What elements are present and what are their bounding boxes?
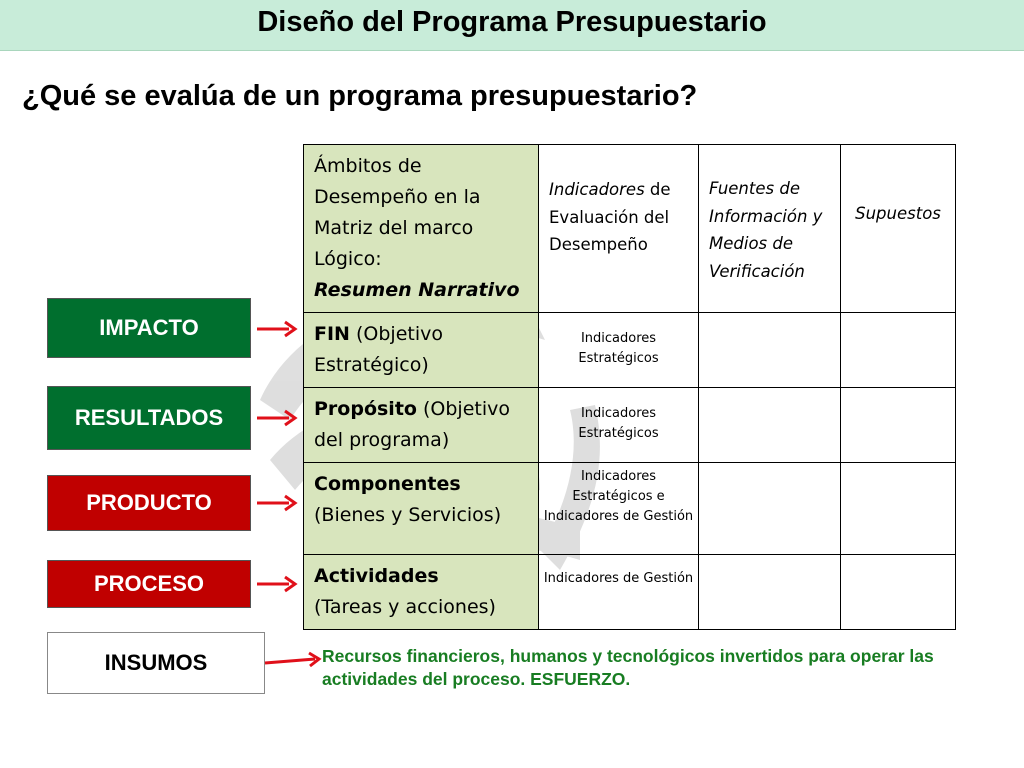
- level-label: IMPACTO: [99, 315, 199, 340]
- table-row: [304, 555, 956, 630]
- mir-matrix-table: [303, 144, 956, 630]
- indicator-cell: [539, 388, 699, 463]
- page-title: Diseño del Programa Presupuestario: [257, 6, 767, 38]
- arrow-right-icon: [255, 573, 299, 595]
- row-description: (Bienes y Servicios): [314, 504, 502, 526]
- header-narrative-text: Ámbitos de Desempeño en la Matriz del marco Lógico:: [314, 155, 481, 270]
- level-box-proceso: [47, 560, 251, 608]
- arrow-right-icon: [255, 492, 299, 514]
- level-box-insumos: [47, 632, 265, 694]
- row-description: (Objetivo Estratégico): [314, 323, 443, 376]
- level-box-producto: [47, 475, 251, 531]
- level-label: INSUMOS: [104, 650, 208, 675]
- empty-cell: [699, 388, 841, 463]
- empty-cell: [841, 555, 956, 630]
- header-indicators-rest: de Evaluación del Desempeño: [549, 180, 671, 254]
- indicator-text: Indicadores Estratégicos: [578, 406, 659, 441]
- empty-cell: [699, 555, 841, 630]
- indicator-text: Indicadores de Gestión: [543, 571, 694, 586]
- title-band: [0, 0, 1024, 51]
- row-level: Componentes: [314, 473, 461, 495]
- header-assumptions-text: Supuestos: [855, 204, 941, 223]
- arrow-right-icon: [263, 650, 323, 672]
- table-row: [304, 463, 956, 555]
- indicator-cell: [539, 463, 699, 555]
- inputs-description: Recursos financieros, humanos y tecnológicos invertidos para operar las actividades del proceso. ESFUERZO.: [322, 646, 934, 689]
- row-level: Actividades: [314, 565, 439, 587]
- empty-cell: [841, 388, 956, 463]
- indicator-text: Indicadores Estratégicos: [578, 331, 659, 366]
- level-label: PROCESO: [93, 571, 205, 596]
- header-narrative: [304, 145, 539, 313]
- slide-subtitle: ¿Qué se evalúa de un programa presupuestario?: [22, 80, 698, 112]
- indicator-cell: [539, 313, 699, 388]
- indicator-cell: [539, 555, 699, 630]
- narrative-cell: [304, 313, 539, 388]
- header-narrative-emphasis: Resumen Narrativo: [314, 279, 520, 301]
- arrow-right-icon: [255, 318, 299, 340]
- level-label: RESULTADOS: [74, 405, 224, 430]
- header-assumptions: [841, 145, 956, 313]
- narrative-cell: [304, 555, 539, 630]
- row-level: Propósito: [314, 398, 417, 420]
- header-sources-text: Fuentes de Información y Medios de Verificación: [709, 179, 823, 281]
- narrative-cell: [304, 463, 539, 555]
- header-sources: [699, 145, 841, 313]
- header-indicators: [539, 145, 699, 313]
- table-header-row: [304, 145, 956, 313]
- row-description: (Tareas y acciones): [314, 596, 496, 618]
- empty-cell: [841, 313, 956, 388]
- arrow-right-icon: [255, 407, 299, 429]
- level-label: PRODUCTO: [86, 490, 212, 515]
- level-box-resultados: [47, 386, 251, 450]
- empty-cell: [699, 463, 841, 555]
- header-indicators-italic: Indicadores: [549, 180, 645, 199]
- empty-cell: [699, 313, 841, 388]
- row-level: FIN: [314, 323, 350, 345]
- indicator-text: Indicadores Estratégicos e Indicadores de Gestión: [543, 469, 694, 524]
- row-description: (Objetivo del programa): [314, 398, 511, 451]
- level-box-impacto: [47, 298, 251, 358]
- empty-cell: [841, 463, 956, 555]
- table-row: [304, 388, 956, 463]
- narrative-cell: [304, 388, 539, 463]
- table-row: [304, 313, 956, 388]
